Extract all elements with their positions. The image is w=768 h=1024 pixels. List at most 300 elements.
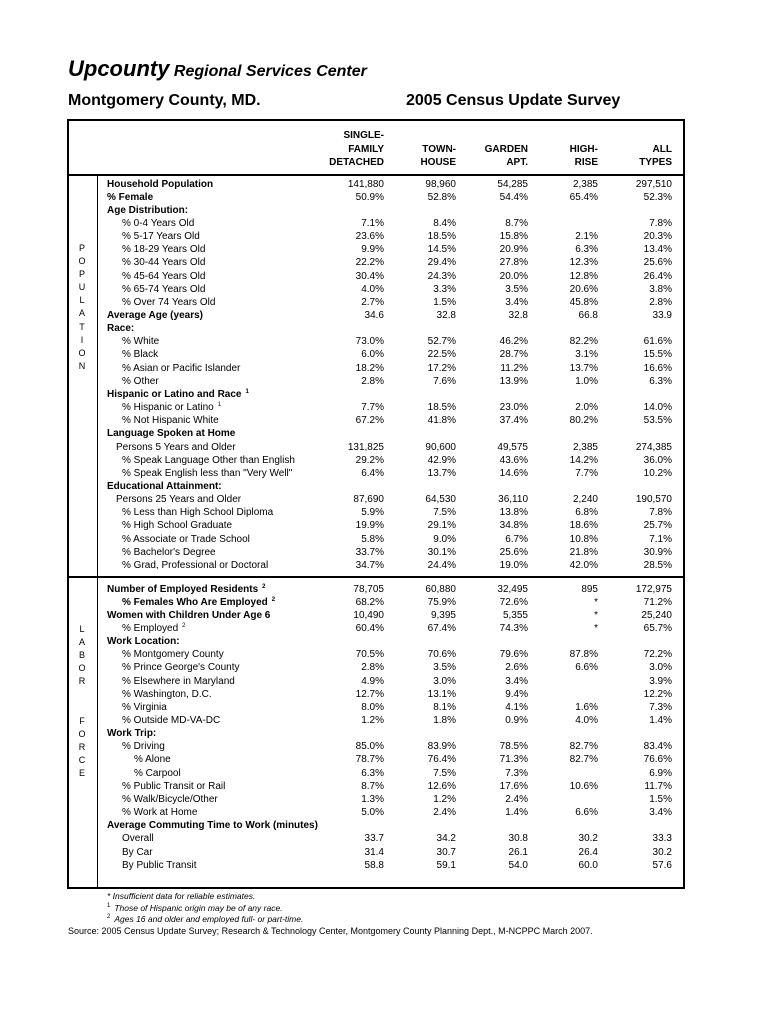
cell-value: 3.5% [433,662,456,674]
table-row [0,753,768,766]
cell-value: 3.4% [649,807,672,819]
title-main: Upcounty [68,56,170,81]
cell-value: 131,825 [347,441,384,453]
cell-value: 76.4% [427,754,456,766]
row-label: % Associate or Trade School [122,533,250,545]
row-label: % Montgomery County [122,649,224,661]
cell-value: 4.1% [505,701,528,713]
column-header-garden-apt: GARDEN APT. [484,143,528,168]
cell-value: 1.2% [433,793,456,805]
cell-value: 41.8% [427,415,456,427]
row-label: Average Age (years) [107,310,203,321]
cell-value: 3.1% [575,349,598,361]
cell-value: 141,880 [347,178,384,190]
cell-value: 8.7% [505,217,528,229]
cell-value: 30.2 [578,833,598,845]
cell-value: 14.5% [427,244,456,256]
section-letter: R [78,676,86,687]
row-label: Women with Children Under Age 6 [107,609,271,621]
table-row [0,701,768,714]
cell-value: 297,510 [635,178,672,190]
cell-value: 17.2% [427,362,456,374]
cell-value: 87.8% [569,649,598,661]
cell-value: 50.9% [355,191,384,203]
cell-value: 12.6% [427,780,456,792]
table-row [0,859,768,872]
cell-value: 3.9% [649,675,672,687]
section-letter: T [79,321,85,332]
cell-value: 59.1 [436,859,456,871]
table-row [0,727,768,740]
row-label: % 30-44 Years Old [122,257,206,269]
row-label: By Public Transit [122,859,197,871]
table-row [0,414,768,427]
row-label: % 45-64 Years Old [122,270,206,282]
cell-value: 7.6% [433,375,456,387]
table-row [0,243,768,256]
cell-value: 98,960 [425,178,456,190]
cell-value: 3.8% [649,283,672,295]
cell-value: 65.4% [569,191,598,203]
row-label: % Alone [134,754,171,766]
footnote: $^2$ Ages 16 and older and employed full- or part-time. [107,914,304,924]
cell-value: 1.4% [649,715,672,726]
section-letter: B [78,650,85,661]
cell-value: 52.8% [427,191,456,203]
row-label: % Other [122,375,159,387]
table-row [0,546,768,559]
cell-value: 1.0% [575,375,598,387]
row-label: % Black [122,349,159,361]
cell-value: 12.2% [643,688,672,700]
cell-value: 0.9% [505,715,528,726]
table-row [0,675,768,688]
cell-value: 45.8% [569,296,598,308]
cell-value: 20.0% [499,270,528,282]
cell-value: 76.6% [643,754,672,766]
table-row [0,388,768,401]
cell-value: 2.1% [575,231,598,243]
cell-value: 13.9% [499,375,528,387]
row-label: % Hispanic or Latino $^1$ [122,402,222,414]
cell-value: 5.8% [361,533,384,545]
table-row [0,648,768,661]
cell-value: 1.3% [361,793,384,805]
table-row [0,832,768,845]
cell-value: 25.6% [499,546,528,558]
cell-value: 54,285 [497,178,528,190]
cell-value: 14.0% [643,402,672,414]
cell-value: 60.4% [355,622,384,634]
cell-value: 1.4% [505,807,528,819]
row-label: Average Commuting Time to Work (minutes) [107,820,318,832]
cell-value: 3.5% [505,283,528,295]
cell-value: 20.9% [499,244,528,256]
cell-value: 9,395 [430,609,456,621]
cell-value: 1.2% [361,715,384,726]
table-row [0,256,768,269]
cell-value: 274,385 [635,441,672,453]
cell-value: 71.2% [643,596,672,608]
cell-value: 16.6% [643,362,672,374]
cell-value: 58.8 [364,859,384,871]
cell-value: 23.0% [499,402,528,414]
table-row [0,427,768,440]
cell-value: 1.6% [575,701,598,713]
row-label: % Washington, D.C. [122,688,212,700]
cell-value: 4.9% [361,675,384,687]
table-row [0,230,768,243]
cell-value: 72.2% [643,649,672,661]
cell-value: 7.5% [433,767,456,779]
title-subtitle: Regional Services Center [173,63,367,80]
table-row [0,780,768,793]
cell-value: 42.0% [569,559,598,571]
cell-value: 895 [581,583,598,595]
table-row [0,596,768,609]
cell-value: 3.4% [505,296,528,308]
section-letter: L [79,624,85,634]
cell-value: 21.8% [569,546,598,558]
row-label: % Work at Home [122,807,198,819]
cell-value: 1.8% [433,715,456,726]
row-label: Persons 5 Years and Older [116,441,236,453]
cell-value: 74.3% [499,622,528,634]
cell-value: 79.6% [499,649,528,661]
cell-value: 7.7% [575,467,598,479]
cell-value: 32.8 [508,310,528,321]
cell-value: 60,880 [425,583,456,595]
column-header-single-family: SINGLE- FAMILY DETACHED [329,130,384,168]
row-label: % Driving [122,741,165,753]
table-row [0,348,768,361]
cell-value: 1.5% [649,793,672,805]
cell-value: 30.4% [355,270,384,282]
cell-value: 90,600 [425,441,456,453]
row-label: % Females Who Are Employed $^2$ [122,596,276,608]
cell-value: 4.0% [361,283,384,295]
cell-value: 13.4% [643,244,672,256]
cell-value: 3.4% [505,675,528,687]
footnote: $^1$ Those of Hispanic origin may be of any race. [107,902,283,913]
cell-value: 18.5% [427,402,456,414]
cell-value: 9.0% [433,533,456,545]
cell-value: 13.1% [427,688,456,700]
table-row [0,467,768,480]
cell-value: 80.2% [569,415,598,427]
section-letter: A [78,308,85,319]
cell-value: 5.9% [361,507,384,519]
cell-value: 30.2 [652,846,672,858]
row-label: % White [122,336,160,348]
row-label: % 5-17 Years Old [122,231,200,243]
table-row [0,533,768,546]
cell-value: 18.6% [569,520,598,532]
table-row [0,480,768,493]
row-label: Overall [122,833,154,845]
table-row [0,635,768,648]
cell-value: 61.6% [643,336,672,348]
table-row [0,583,768,596]
survey-title: 2005 Census Update Survey [406,92,621,109]
cell-value: 9.4% [505,688,528,700]
section-letter: O [78,663,86,674]
cell-value: 17.6% [499,780,528,792]
cell-value: 36,110 [498,494,528,506]
cell-value: 20.3% [643,231,672,243]
cell-value: 13.7% [569,362,598,374]
cell-value: 71.3% [499,754,528,766]
cell-value: 22.5% [427,349,456,361]
table-row [0,714,768,727]
cell-value: 6.0% [361,349,384,361]
row-label: % Not Hispanic White [122,415,219,427]
cell-value: 1.5% [433,296,456,308]
cell-value: 14.2% [569,454,598,466]
cell-value: 25.6% [643,257,672,269]
row-label: % 0-4 Years Old [122,217,195,229]
cell-value: 33.3 [652,833,672,845]
table-row [0,178,768,191]
cell-value: 11.7% [644,780,672,792]
table-row [0,519,768,532]
section-letter: E [78,768,85,779]
row-label: Persons 25 Years and Older [116,494,242,506]
row-label: % 65-74 Years Old [122,283,206,295]
section-letter: A [78,637,85,648]
cell-value: 6.8% [575,507,598,519]
cell-value: 7.1% [361,217,384,229]
cell-value: 83.4% [643,741,672,753]
cell-value: 2.4% [505,793,528,805]
cell-value: 10,490 [353,609,384,621]
table-row [0,622,768,635]
cell-value: 33.7 [364,833,384,845]
cell-value: 12.7% [355,688,384,700]
cell-value: 66.8 [578,310,598,321]
cell-value: 36.0% [643,454,672,466]
cell-value: 2.8% [361,662,384,674]
cell-value: 2.7% [361,296,384,308]
table-row [0,217,768,230]
row-label: % Virginia [122,701,167,713]
row-label: % Asian or Pacific Islander [122,362,241,374]
row-label: % Employed $^2$ [122,622,186,634]
row-label: % Speak Language Other than English [122,454,295,466]
cell-value: 49,575 [497,441,528,453]
cell-value: 7.7% [361,402,384,414]
cell-value: 52.7% [427,336,456,348]
cell-value: 54.0 [508,859,528,871]
cell-value: 7.8% [649,217,672,229]
cell-value: 29.4% [427,257,456,269]
cell-value: 2,385 [572,178,598,190]
table-row [0,767,768,780]
table-row [0,506,768,519]
table-row [0,846,768,859]
cell-value: 33.7% [355,546,384,558]
cell-value: 13.7% [427,467,456,479]
cell-value: 75.9% [427,596,456,608]
table-row [0,793,768,806]
cell-value: 34.8% [499,520,528,532]
cell-value: 7.3% [649,701,672,713]
cell-value: 87,690 [353,494,384,506]
cell-value: 83.9% [427,741,456,753]
row-label: % Speak English less than "Very Well" [122,467,293,479]
cell-value: 6.3% [649,375,672,387]
cell-value: 65.7% [643,622,672,634]
cell-value: 19.9% [355,520,384,532]
cell-value: 60.0 [578,859,598,871]
cell-value: 33.9 [652,310,672,321]
cell-value: 10.6% [569,780,598,792]
cell-value: 2,240 [572,494,598,506]
cell-value: 30.1% [427,546,456,558]
cell-value: 13.8% [499,507,528,519]
cell-value: 5,355 [502,609,528,621]
cell-value: 42.9% [427,454,456,466]
section-letter: O [78,728,86,739]
cell-value: 73.0% [355,336,384,348]
cell-value: 52.3% [643,191,672,203]
cell-value: 70.6% [427,649,456,661]
row-label: Number of Employed Residents $^2$ [107,583,266,595]
cell-value: 53.5% [643,415,672,427]
row-label: % Female [107,191,154,203]
row-label: Educational Attainment: [107,480,222,492]
section-letter: O [78,347,86,358]
row-label: Work Trip: [107,728,157,740]
cell-value: 23.6% [355,231,384,243]
table-row [0,454,768,467]
table-row [0,740,768,753]
cell-value: 78.7% [355,754,384,766]
section-letter: P [78,269,85,280]
cell-value: 3.0% [433,675,456,687]
table-row [0,819,768,832]
table-row [0,806,768,819]
row-label: % Public Transit or Rail [122,780,226,792]
cell-value: 82.7% [569,754,598,766]
cell-value: 2.8% [361,375,384,387]
row-label: % Grad, Professional or Doctoral [122,559,269,571]
section-letter: R [78,741,86,752]
cell-value: 5.0% [361,807,384,819]
section-letter: C [78,754,86,765]
cell-value: 14.6% [499,467,528,479]
table-row [0,375,768,388]
cell-value: 15.5% [643,349,672,361]
cell-value: 67.2% [355,415,384,427]
section-letter: O [78,256,86,267]
table-row [0,270,768,283]
cell-value: 6.3% [361,767,384,779]
column-header-high-rise: HIGH- RISE [569,143,598,168]
cell-value: 6.6% [575,662,598,674]
cell-value: 10.8% [569,533,598,545]
section-letter: L [79,295,85,306]
cell-value: 7.5% [433,507,456,519]
cell-value: 26.4% [643,270,672,282]
section-letter: F [79,715,85,726]
cell-value: * [594,622,598,634]
cell-value: 8.0% [361,701,384,713]
row-label: % Over 74 Years Old [122,296,216,308]
cell-value: 30.8 [508,833,528,845]
cell-value: 34.2 [436,833,456,845]
cell-value: 3.0% [649,662,672,674]
section-letter: N [78,360,86,371]
section-letter: P [78,243,85,253]
cell-value: 54.4% [499,191,528,203]
cell-value: 15.8% [499,231,528,243]
table-row [0,335,768,348]
cell-value: 2.8% [649,296,672,308]
cell-value: 43.6% [499,454,528,466]
row-label: Work Location: [107,636,180,648]
row-label: Household Population [107,178,214,190]
cell-value: 32.8 [436,310,456,321]
column-header-all-types: ALL TYPES [639,143,672,168]
cell-value: * [594,609,598,621]
cell-value: 2.0% [575,402,598,414]
row-label: % Prince George's County [122,662,240,674]
cell-value: 24.3% [427,270,456,282]
row-label: Hispanic or Latino and Race $^1$ [107,388,249,400]
table-row [0,362,768,375]
cell-value: 64,530 [425,494,456,506]
cell-value: * [594,596,598,608]
report-title [68,56,367,82]
table-row [0,559,768,572]
cell-value: 18.2% [355,362,384,374]
cell-value: 28.7% [499,349,528,361]
county-title: Montgomery County, MD. [68,92,261,109]
footnote: * Insufficient data for reliable estimates. [107,891,256,901]
row-label: % Elsewhere in Maryland [122,675,235,687]
cell-value: 57.6 [652,859,672,871]
row-label: Age Distribution: [107,204,189,216]
table-row [0,609,768,622]
cell-value: 25.7% [643,520,672,532]
cell-value: 10.2% [643,467,672,479]
cell-value: 9.9% [361,244,384,256]
cell-value: 82.2% [569,336,598,348]
table-row [0,309,768,322]
cell-value: 3.3% [433,283,456,295]
cell-value: 30.7 [436,846,456,858]
table-row [0,191,768,204]
cell-value: 8.4% [433,217,456,229]
cell-value: 2.6% [505,662,528,674]
cell-value: 8.7% [361,780,384,792]
cell-value: 172,975 [635,583,672,595]
cell-value: 78.5% [499,741,528,753]
cell-value: 7.1% [649,533,672,545]
cell-value: 72.6% [499,596,528,608]
cell-value: 37.4% [499,415,528,427]
cell-value: 2,385 [572,441,598,453]
cell-value: 26.4 [578,846,598,858]
cell-value: 70.5% [355,649,384,661]
header-divider [67,174,685,176]
cell-value: 78,705 [353,583,384,595]
section-divider [67,576,685,578]
table-row [0,441,768,454]
cell-value: 29.1% [427,520,456,532]
cell-value: 6.4% [361,467,384,479]
